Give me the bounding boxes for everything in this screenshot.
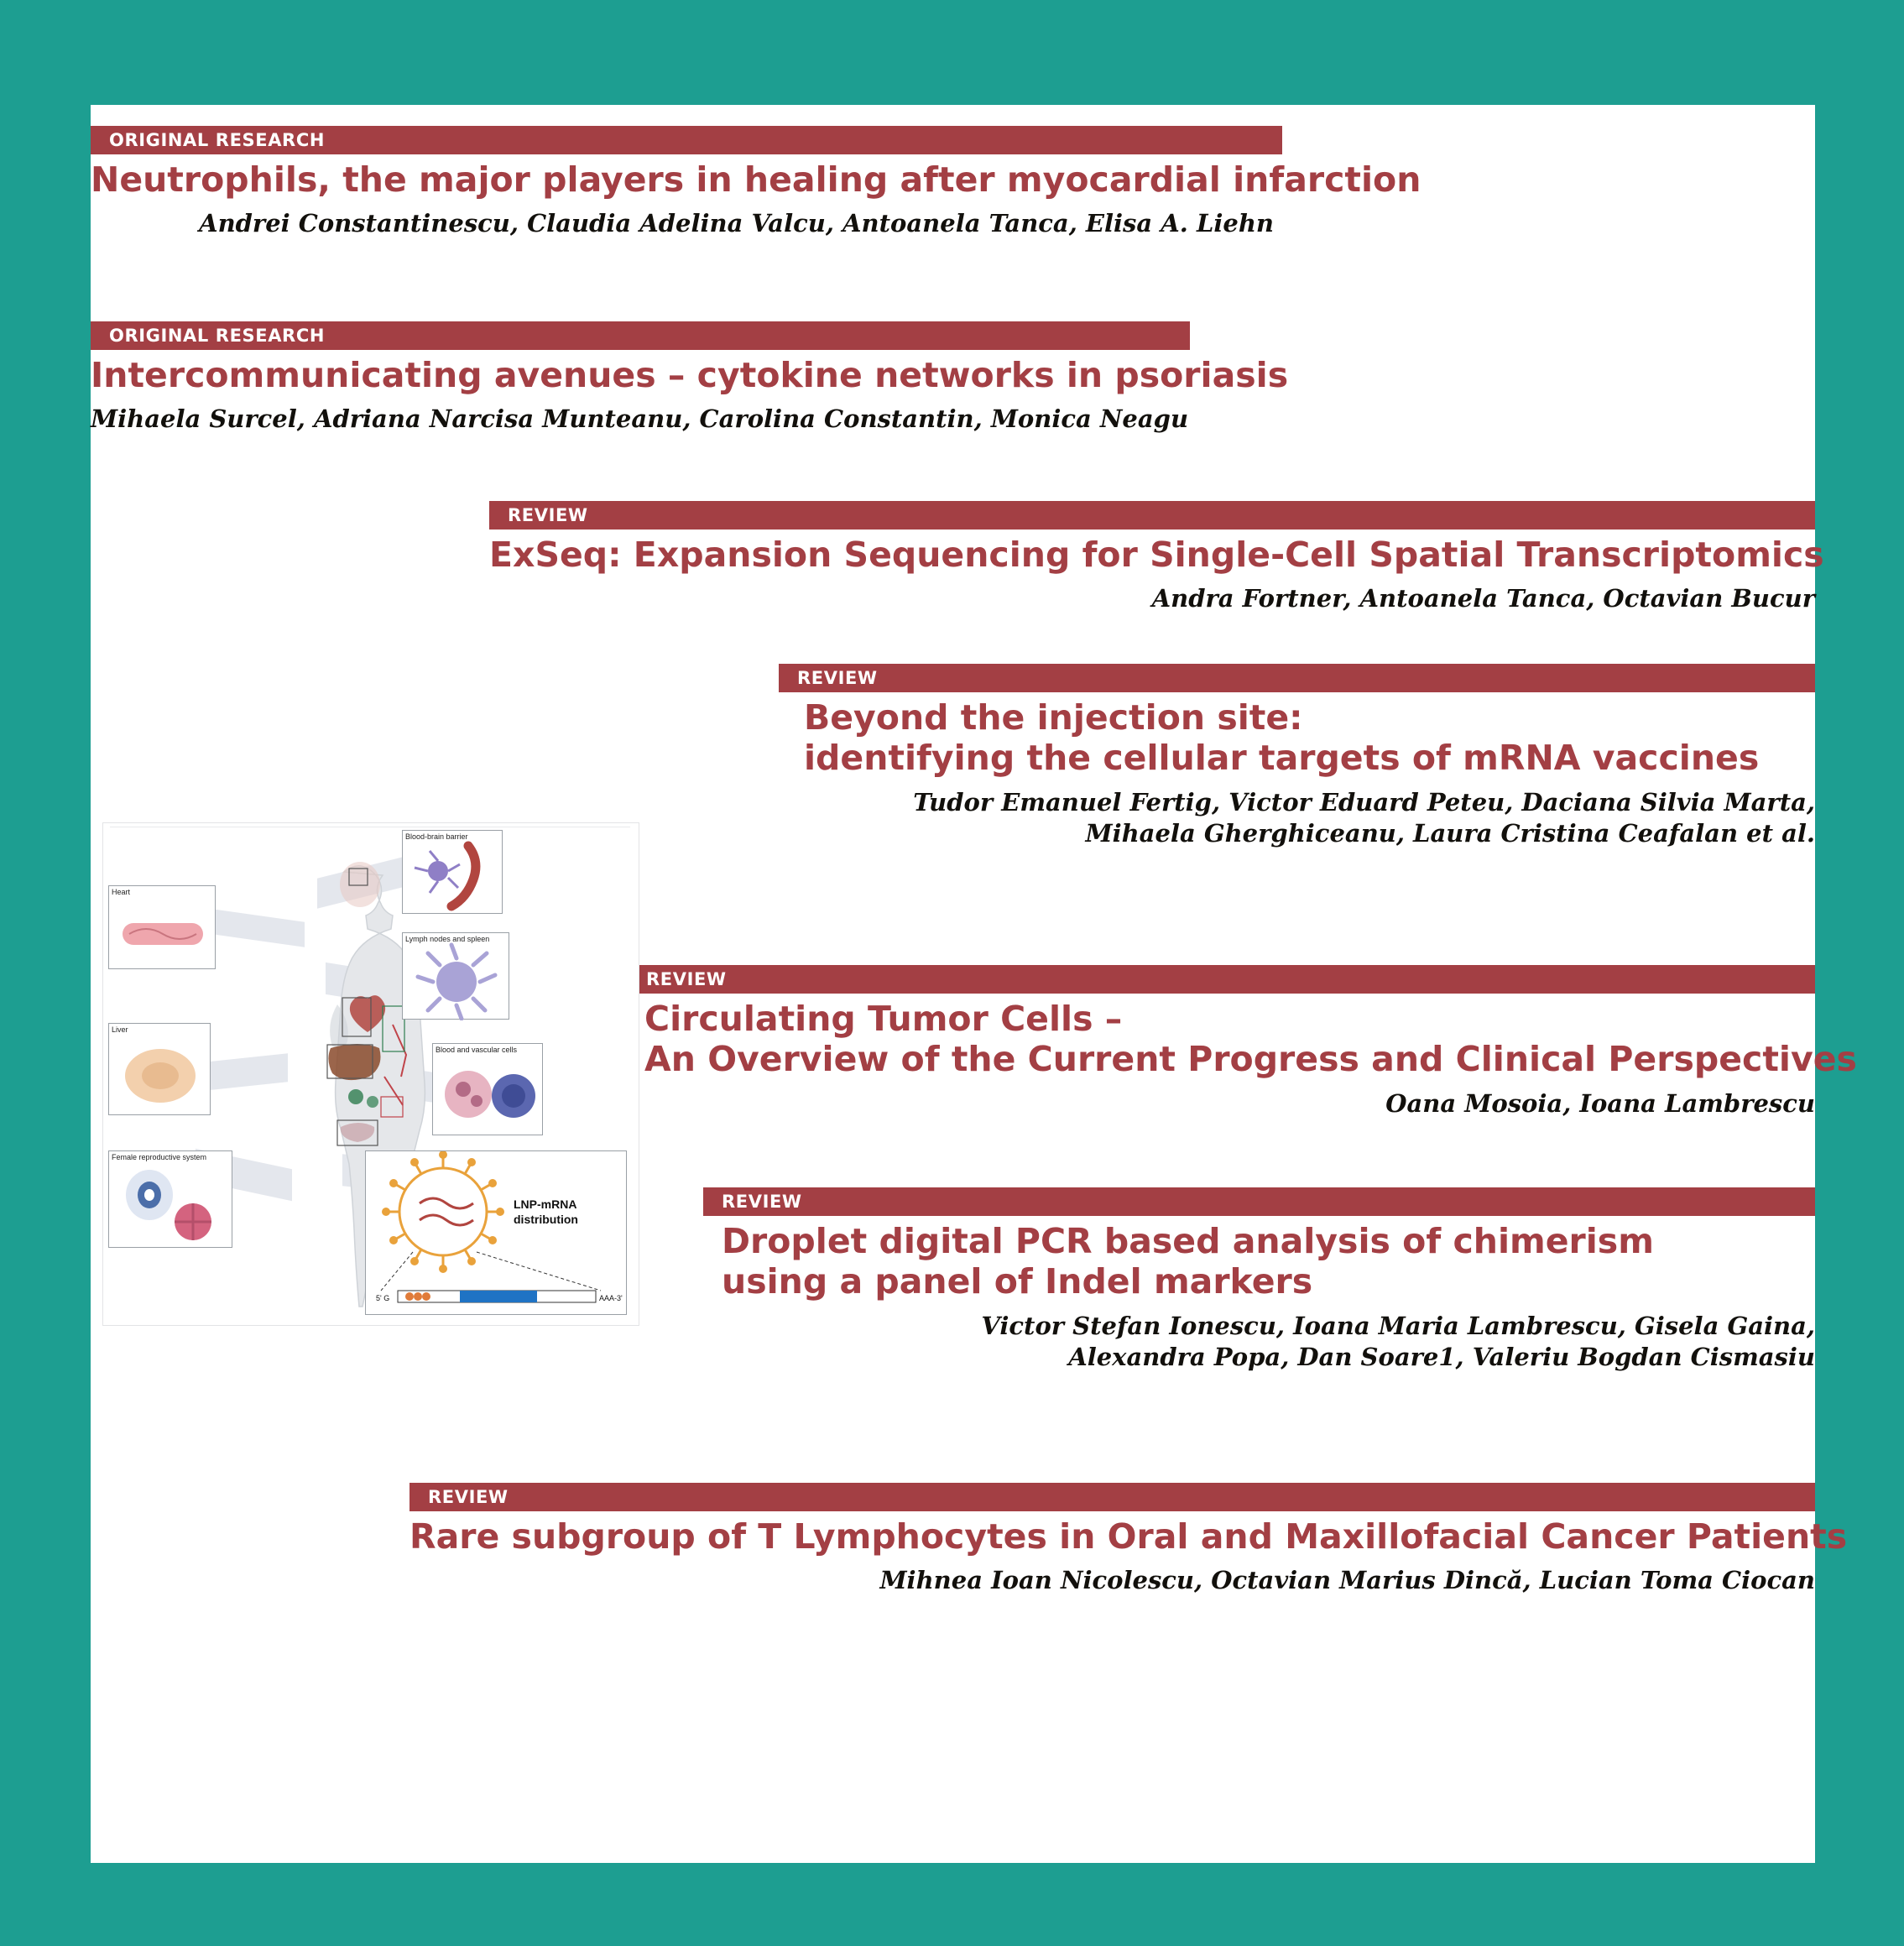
article-entry <box>628 965 1857 1119</box>
section-label: ORIGINAL RESEARCH <box>109 326 326 346</box>
article-title[interactable] <box>628 999 1857 1080</box>
section-band <box>779 664 1815 692</box>
article-authors <box>628 1088 1815 1120</box>
article-title-line: Circulating Tumor Cells – <box>644 999 1123 1039</box>
article-title-line: ExSeq: Expansion Sequencing for Single-Cell Spatial Transcriptomics <box>489 535 1824 575</box>
article-title[interactable] <box>91 355 1289 395</box>
cover-figure <box>102 822 639 1326</box>
article-authors <box>409 1565 1815 1597</box>
section-band <box>628 965 1815 994</box>
lnp-label-line2: distribution <box>514 1213 578 1226</box>
figure-callout-heart <box>108 885 216 969</box>
section-label: REVIEW <box>646 969 727 989</box>
article-title-line: Rare subgroup of T Lymphocytes in Oral and Maxillofacial Cancer Patients <box>409 1516 1848 1557</box>
cover-sheet <box>91 105 1857 1863</box>
svg-text:5' G: 5' G <box>376 1294 390 1302</box>
figure-callout-label: Female reproductive system <box>112 1153 207 1161</box>
article-authors <box>91 404 1190 436</box>
article-title-line: An Overview of the Current Progress and Clinical Perspectives <box>644 1039 1857 1080</box>
article-title[interactable] <box>703 1221 1815 1302</box>
figure-callout-label: Liver <box>112 1025 128 1034</box>
section-band <box>409 1483 1815 1511</box>
figure-callout-label: Heart <box>112 888 131 896</box>
figure-callout-blood-vascular-cells <box>432 1043 543 1135</box>
lnp-label-line1: LNP-mRNA <box>514 1197 577 1211</box>
article-title-line: Neutrophils, the major players in healing after myocardial infarction <box>91 159 1421 200</box>
svg-text:AAA-3': AAA-3' <box>599 1294 623 1302</box>
figure-callout-liver <box>108 1023 211 1115</box>
article-entry <box>91 321 1289 436</box>
figure-callout-label: Blood and vascular cells <box>436 1046 518 1054</box>
article-authors-line: Andrei Constantinescu, Claudia Adelina Valcu, Antoanela Tanca, Elisa A. Liehn <box>199 209 1274 238</box>
article-authors-line: Mihnea Ioan Nicolescu, Octavian Marius Dincă, Lucian Toma Ciocan <box>879 1566 1815 1595</box>
article-authors <box>489 583 1815 615</box>
article-authors-line: Alexandra Popa, Dan Soare1, Valeriu Bogdan Cismasiu <box>1068 1343 1815 1372</box>
article-authors <box>779 787 1815 850</box>
figure-callout-lymph-nodes-spleen <box>402 932 509 1020</box>
article-title[interactable] <box>91 159 1421 200</box>
figure-callout-blood-brain-barrier <box>402 830 503 914</box>
section-label: REVIEW <box>797 668 878 688</box>
article-title-line: using a panel of Indel markers <box>722 1261 1313 1302</box>
article-title[interactable] <box>489 535 1824 575</box>
article-title[interactable] <box>779 697 1815 779</box>
article-title-line: Intercommunicating avenues – cytokine networks in psoriasis <box>91 355 1289 395</box>
section-label: REVIEW <box>428 1487 509 1507</box>
article-authors-line: Oana Mosoia, Ioana Lambrescu <box>1385 1088 1815 1118</box>
section-band <box>703 1187 1815 1216</box>
article-authors <box>703 1311 1815 1374</box>
article-title[interactable] <box>409 1516 1848 1557</box>
lnp-nanoparticle-diagram <box>366 1151 628 1316</box>
article-authors-line: Tudor Emanuel Fertig, Victor Eduard Peteu, Daciana Silvia Marta, <box>913 787 1815 816</box>
figure-callout-label: Blood-brain barrier <box>405 832 468 841</box>
article-entry <box>703 1187 1815 1374</box>
section-label: ORIGINAL RESEARCH <box>109 130 326 150</box>
article-title-line: Beyond the injection site: <box>804 697 1303 738</box>
article-entry <box>91 126 1421 240</box>
article-authors-line: Mihaela Gherghiceanu, Laura Cristina Ceafalan et al. <box>1085 819 1815 848</box>
figure-callout-female-reproductive-system <box>108 1150 232 1248</box>
article-entry <box>779 664 1815 850</box>
article-authors <box>91 208 1282 240</box>
article-title-line: Droplet digital PCR based analysis of chimerism <box>722 1221 1654 1261</box>
article-authors-line: Andra Fortner, Antoanela Tanca, Octavian Bucur <box>1151 584 1815 613</box>
article-authors-line: Victor Stefan Ionescu, Ioana Maria Lambrescu, Gisela Gaina, <box>981 1311 1815 1340</box>
article-authors-line: Mihaela Surcel, Adriana Narcisa Munteanu, Carolina Constantin, Monica Neagu <box>91 404 1189 434</box>
article-entry <box>409 1483 1848 1597</box>
article-entry <box>489 501 1824 615</box>
figure-callout-lnp-mrna-distribution <box>365 1150 627 1315</box>
section-band <box>489 501 1815 530</box>
section-band <box>91 126 1282 154</box>
article-title-line: identifying the cellular targets of mRNA vaccines <box>804 738 1760 779</box>
section-label: REVIEW <box>722 1192 802 1212</box>
section-band <box>91 321 1190 350</box>
section-label: REVIEW <box>508 505 588 525</box>
figure-callout-label: Lymph nodes and spleen <box>405 935 490 943</box>
